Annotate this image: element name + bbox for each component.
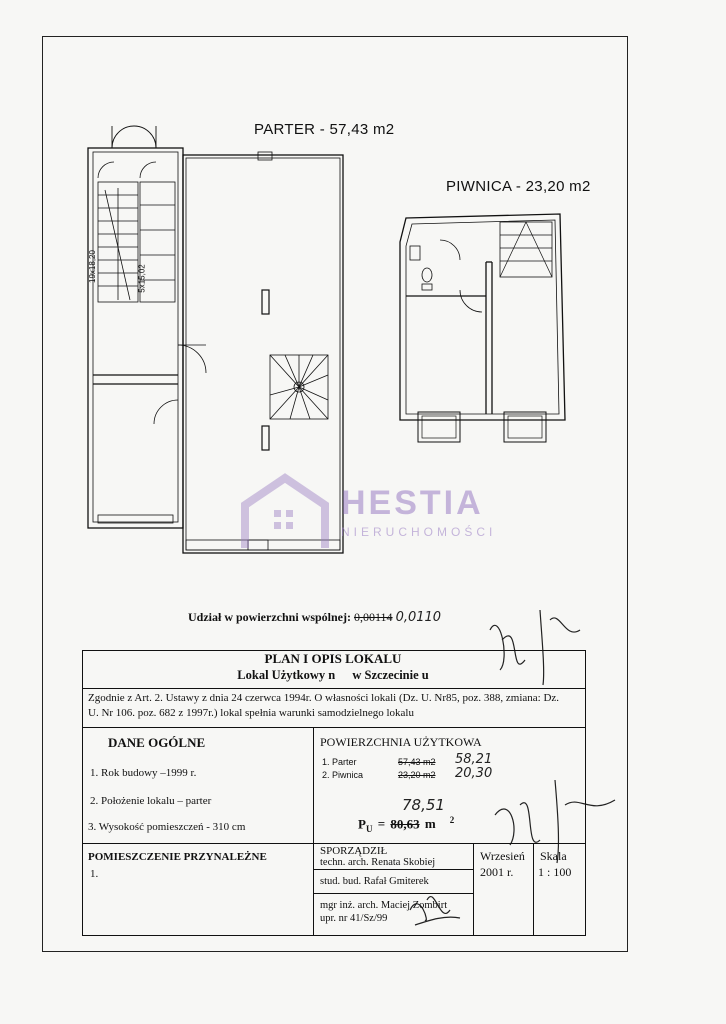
piwnica-plan [400,214,565,442]
annex-heading: POMIESZCZENIE PRZYNALEŻNE [88,851,267,863]
area-total-unit: m [424,816,436,832]
row-divider [82,727,585,728]
author-1: techn. arch. Renata Skobiej [320,857,436,868]
stair-label-1: 19x18,20 [87,250,97,283]
watermark-subtitle: NIERUCHOMOŚCI [341,525,497,539]
parter-spiral-stair [270,355,328,419]
row-divider [313,869,473,870]
col-divider [473,843,474,935]
watermark-name: HESTIA [341,484,484,522]
piwnica-title: PIWNICA - 23,20 m2 [446,178,591,195]
area-total: $P_U = 80,63$ m $^2$ [358,815,455,834]
area-total-sub: U [365,823,373,834]
area-total-new: 78,51 [402,796,445,814]
law-text-2: U. Nr 106. poz. 682 z 1997r.) lokal spełnia warunki samodzielnego lokalu [88,707,414,719]
col-divider [533,843,534,935]
area-total-symbol: P [358,816,366,832]
law-text-1: Zgodnie z Art. 2. Ustawy z dnia 24 czerwca 1994r. O własności lokali (Dz. U. Nr85, poz. 388, zmiana: Dz. [88,692,560,704]
parter-title: PARTER - 57,43 m2 [254,121,395,138]
area-row-2-old: 23,20 m2 [398,770,436,780]
subtitle-right: w Szczecinie u [352,668,429,682]
author-2: stud. bud. Rafał Gmiterek [320,876,429,887]
authors-heading: SPORZĄDZIŁ [320,845,388,857]
share-old-value: 0,00114 [354,610,393,624]
row-divider [313,893,473,894]
area-total-old: 80,63 [390,816,420,832]
area-row-2-new: 20,30 [455,766,493,781]
area-total-exp: 2 [449,815,455,825]
subtitle-left: Lokal Użytkowy n [237,668,336,682]
general-item-2: 2. Położenie lokalu – parter [90,795,212,807]
area-heading: POWIERZCHNIA UŻYTKOWA [320,735,482,749]
plan-subtitle [82,668,584,683]
author-4: upr. nr 41/Sz/99 [320,913,388,924]
date-year: 2001 r. [480,865,514,879]
plan-title: PLAN I OPIS LOKALU [264,651,402,666]
area-row-1-new: 58,21 [455,752,493,767]
general-heading: DANE OGÓLNE [108,735,206,750]
row-divider [82,843,585,844]
share-line [188,610,441,625]
annex-item: 1. [90,868,99,880]
col-divider [313,727,314,935]
area-row-1-old: 57,43 m2 [398,757,436,767]
area-row-1-label: 1. Parter [322,757,357,767]
general-item-3: 3. Wysokość pomieszczeń - 310 cm [88,821,246,833]
share-new-value: 0,0110 [395,610,442,625]
scale-label: Skala [540,849,567,863]
parter-stair [98,182,175,302]
author-3: mgr inż. arch. Maciej Zombirt [320,900,448,911]
stair-label-2: 5x15,02 [137,264,147,293]
row-divider [82,688,585,689]
date-month: Wrzesień [480,849,525,863]
area-row-2-label: 2. Piwnica [322,770,364,780]
share-label: Udział w powierzchni wspólnej: [188,610,351,624]
watermark-house-icon [245,478,325,548]
general-item-1: 1. Rok budowy –1999 r. [90,767,197,779]
scale-value: 1 : 100 [538,865,572,879]
